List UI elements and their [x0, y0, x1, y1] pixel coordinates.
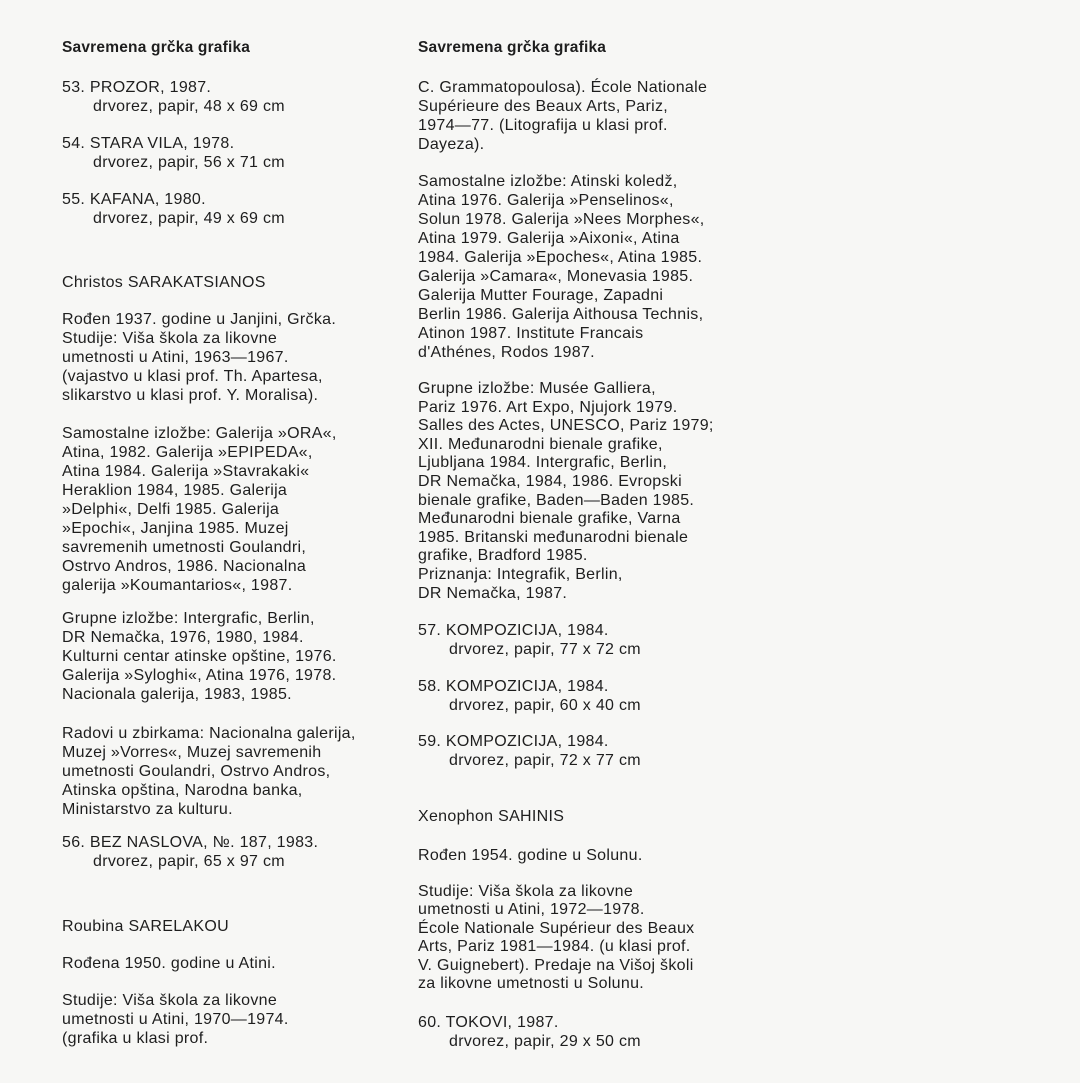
catalog-entry-54	[62, 134, 285, 172]
text-line: Atina 1984. Galerija »Stavrakaki«	[62, 463, 310, 480]
text-line: Dayeza).	[418, 136, 485, 153]
text-line: 57. KOMPOZICIJA, 1984.	[418, 622, 609, 639]
text-line: 1974—77. (Litografija u klasi prof.	[418, 117, 668, 134]
text-line: Ostrvo Andros, 1986. Nacionalna	[62, 558, 307, 575]
text-line: Rođen 1954. godine u Solunu.	[418, 847, 643, 864]
text-line: Atina 1976. Galerija »Penselinos«,	[418, 192, 674, 209]
text-line: École Nationale Supérieur des Beaux	[418, 919, 695, 937]
text-line: Rođena 1950. godine u Atini.	[62, 955, 276, 972]
text-line: DR Nemačka, 1976, 1980, 1984.	[62, 629, 304, 646]
text-line: d'Athénes, Rodos 1987.	[418, 344, 595, 361]
text-line: DR Nemačka, 1984, 1986. Evropski	[418, 472, 682, 490]
catalog-entry-56	[62, 833, 318, 871]
text-line: 58. KOMPOZICIJA, 1984.	[418, 678, 609, 695]
text-line: slikarstvo u klasi prof. Y. Moralisa).	[62, 387, 319, 404]
text-line: Radovi u zbirkama: Nacionalna galerija,	[62, 725, 356, 742]
text-line: Ministarstvo za kulturu.	[62, 801, 233, 818]
text-line: V. Guignebert). Predaje na Višoj školi	[418, 956, 694, 974]
text-line: drvorez, papir, 72 x 77 cm	[449, 752, 641, 769]
text-line: Studije: Viša škola za likovne	[62, 992, 278, 1009]
text-line: Samostalne izložbe: Galerija »ORA«,	[62, 425, 337, 442]
artist-name	[418, 807, 564, 826]
text-line: drvorez, papir, 77 x 72 cm	[449, 641, 641, 658]
artist-studies	[62, 991, 289, 1048]
artist-biography	[62, 310, 336, 405]
text-line: Galerija »Camara«, Monevasia 1985.	[418, 268, 694, 285]
text-line: Atinska opština, Narodna banka,	[62, 782, 303, 799]
text-line: Salles des Actes, UNESCO, Pariz 1979;	[418, 417, 714, 435]
text-line: umetnosti u Atini, 1963—1967.	[62, 349, 289, 366]
text-line: Studije: Viša škola za likovne	[62, 330, 278, 347]
text-line: Međunarodni bienale grafike, Varna	[418, 510, 681, 528]
text-line: Rođen 1937. godine u Janjini, Grčka.	[62, 311, 337, 328]
solo-exhibitions	[418, 172, 705, 362]
text-line: Christos SARAKATSIANOS	[62, 274, 266, 291]
text-line: Muzej »Vorres«, Muzej savremenih	[62, 744, 322, 761]
catalog-entry-57	[418, 621, 641, 659]
text-line: Berlin 1986. Galerija Aithousa Technis,	[418, 306, 704, 323]
text-line: umetnosti u Atini, 1970—1974.	[62, 1011, 289, 1028]
text-line: Atina, 1982. Galerija »EPIPEDA«,	[62, 444, 313, 461]
text-line: Pariz 1976. Art Expo, Njujork 1979.	[418, 398, 678, 416]
text-line: Galerija »Syloghi«, Atina 1976, 1978.	[62, 667, 337, 684]
text-line: Priznanja: Integrafik, Berlin,	[418, 565, 623, 583]
text-line: drvorez, papir, 60 x 40 cm	[449, 697, 641, 714]
text-line: 55. KAFANA, 1980.	[62, 191, 206, 208]
text-line: drvorez, papir, 49 x 69 cm	[93, 210, 285, 227]
text-line: Samostalne izložbe: Atinski koledž,	[418, 173, 678, 190]
text-line: Arts, Pariz 1981—1984. (u klasi prof.	[418, 938, 691, 956]
text-line: 53. PROZOR, 1987.	[62, 79, 212, 96]
text-line: Roubina SARELAKOU	[62, 918, 229, 935]
catalog-entry-58	[418, 677, 641, 715]
text-line: C. Grammatopoulosa). École Nationale	[418, 79, 708, 96]
text-line: (grafika u klasi prof.	[62, 1030, 209, 1047]
artist-name	[62, 917, 229, 936]
running-header-right: Savremena grčka grafika	[418, 39, 607, 56]
text-line: 1984. Galerija »Epoches«, Atina 1985.	[418, 249, 703, 266]
text-line: Grupne izložbe: Musée Galliera,	[418, 380, 656, 397]
collections	[62, 724, 356, 819]
text-line: drvorez, papir, 29 x 50 cm	[449, 1033, 641, 1050]
text-line: galerija »Koumantarios«, 1987.	[62, 577, 293, 594]
text-line: »Delphi«, Delfi 1985. Galerija	[62, 501, 280, 518]
text-line: 1985. Britanski međunarodni bienale	[418, 528, 689, 546]
text-line: bienale grafike, Baden—Baden 1985.	[418, 491, 695, 509]
text-line: »Epochi«, Janjina 1985. Muzej	[62, 520, 289, 537]
text-line: Ljubljana 1984. Intergrafic, Berlin,	[418, 454, 668, 472]
text-line: Kulturni centar atinske opštine, 1976.	[62, 648, 337, 665]
artist-birth	[62, 954, 276, 973]
text-line: Xenophon SAHINIS	[418, 808, 565, 825]
running-header-left: Savremena grčka grafika	[62, 39, 251, 56]
text-line: drvorez, papir, 56 x 71 cm	[93, 154, 285, 171]
text-line: Galerija Mutter Fourage, Zapadni	[418, 287, 664, 304]
catalog-entry-55	[62, 190, 285, 228]
group-exhibitions	[62, 609, 337, 704]
text-line: Heraklion 1984, 1985. Galerija	[62, 482, 288, 499]
text-line: drvorez, papir, 48 x 69 cm	[93, 98, 285, 115]
group-exhibitions	[418, 380, 714, 603]
text-line: 59. KOMPOZICIJA, 1984.	[418, 733, 609, 750]
text-line: drvorez, papir, 65 x 97 cm	[93, 853, 285, 870]
text-line: Studije: Viša škola za likovne	[418, 883, 634, 900]
catalog-entry-60	[418, 1013, 641, 1051]
studies-continued	[418, 78, 707, 154]
text-line: Atinon 1987. Institute Francais	[418, 325, 644, 342]
text-line: 56. BEZ NASLOVA, №. 187, 1983.	[62, 834, 319, 851]
solo-exhibitions	[62, 424, 337, 595]
text-line: Atina 1979. Galerija »Aixoni«, Atina	[418, 230, 680, 247]
text-line: Nacionala galerija, 1983, 1985.	[62, 686, 292, 703]
text-line: umetnosti u Atini, 1972—1978.	[418, 901, 645, 919]
catalog-entry-59	[418, 732, 641, 770]
text-line: umetnosti Goulandri, Ostrvo Andros,	[62, 763, 331, 780]
catalog-entry-53	[62, 78, 285, 116]
text-line: Solun 1978. Galerija »Nees Morphes«,	[418, 211, 705, 228]
text-line: Grupne izložbe: Intergrafic, Berlin,	[62, 610, 315, 627]
text-line: grafike, Bradford 1985.	[418, 547, 588, 565]
text-line: za likovne umetnosti u Solunu.	[418, 975, 645, 993]
text-line: Supérieure des Beaux Arts, Pariz,	[418, 98, 669, 115]
text-line: savremenih umetnosti Goulandri,	[62, 539, 307, 556]
text-line: 54. STARA VILA, 1978.	[62, 135, 235, 152]
artist-name	[62, 273, 266, 292]
artist-studies	[418, 883, 694, 993]
artist-birth	[418, 846, 643, 865]
text-line: DR Nemačka, 1987.	[418, 584, 568, 602]
text-line: (vajastvo u klasi prof. Th. Apartesa,	[62, 368, 323, 385]
text-line: XII. Međunarodni bienale grafike,	[418, 435, 663, 453]
text-line: 60. TOKOVI, 1987.	[418, 1014, 559, 1031]
